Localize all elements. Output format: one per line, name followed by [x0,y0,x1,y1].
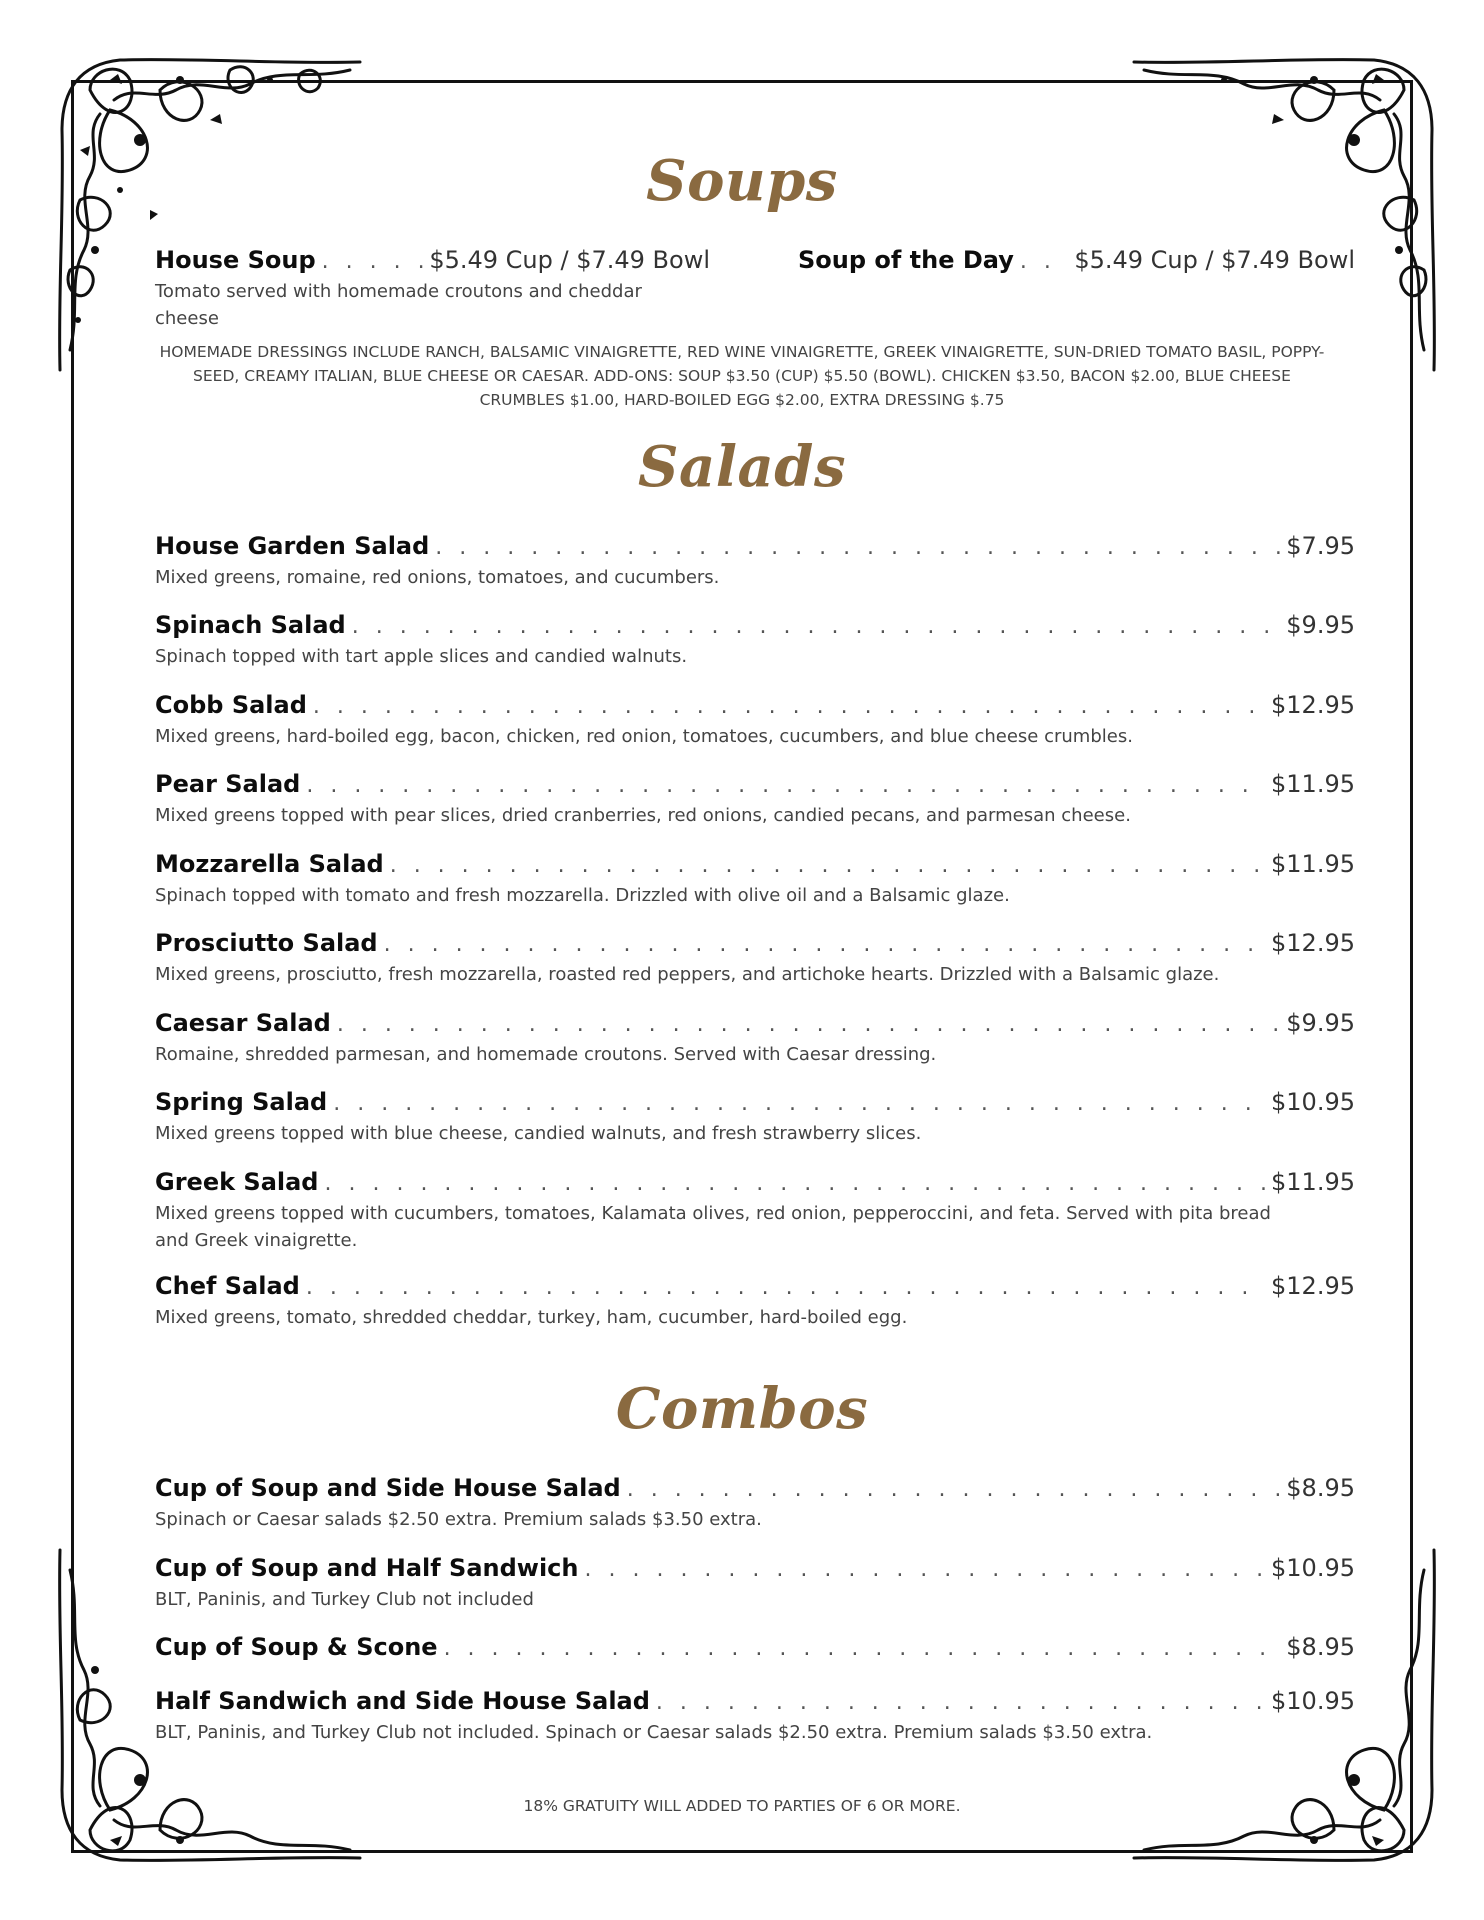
salads-heading: Salads [638,434,846,500]
item-name: Cup of Soup and Side House Salad [155,1474,621,1502]
item-name: Chef Salad [155,1272,300,1300]
item-description: Mixed greens topped with blue cheese, candied walnuts, and fresh strawberry slices. [155,1123,922,1144]
item-name: Mozzarella Salad [155,850,384,878]
dot-leader [313,694,1265,719]
item-price: $11.95 [1271,770,1355,798]
item-name: Cup of Soup & Scone [155,1633,438,1661]
dot-leader [306,1275,1265,1300]
soups-heading: Soups [646,148,838,214]
item-description: Spinach or Caesar salads $2.50 extra. Premium salads $3.50 extra. [155,1509,762,1530]
dot-leader [435,535,1280,560]
item-price: $5.49 Cup / $7.49 Bowl [1074,246,1355,274]
dot-leader [352,614,1281,639]
item-name: Soup of the Day [798,246,1014,274]
menu-item [155,770,1355,829]
item-price: $8.95 [1286,1633,1355,1661]
item-name: Greek Salad [155,1168,319,1196]
item-name: Cup of Soup and Half Sandwich [155,1554,579,1582]
menu-item-house-soup [155,246,710,332]
item-description: Mixed greens, romaine, red onions, tomatoes, and cucumbers. [155,567,720,588]
dot-leader [384,932,1265,957]
menu-item [155,1009,1355,1068]
item-price: $5.49 Cup / $7.49 Bowl [429,246,710,274]
menu-item [155,1168,1355,1254]
item-name: House Soup [155,246,316,274]
item-price: $10.95 [1271,1088,1355,1116]
item-name: Prosciutto Salad [155,929,378,957]
item-name: Cobb Salad [155,691,307,719]
menu-item [155,850,1355,909]
menu-item [155,1687,1355,1746]
item-price: $10.95 [1271,1554,1355,1582]
dot-leader [656,1690,1265,1715]
item-name: Caesar Salad [155,1009,331,1037]
menu-item-soup-of-the-day [798,246,1355,274]
item-price: $9.95 [1286,1009,1355,1037]
dressings-addons-notice: HOMEMADE DRESSINGS INCLUDE RANCH, BALSAMIC VINAIGRETTE, RED WINE VINAIGRETTE, GREEK VINAIGRETTE, SUN-DRIED TOMATO BASIL, POPPY-SEED, CREAMY ITALIAN, BLUE CHEESE OR CAESAR. ADD-ONS: SOUP $3.50 (CUP) $5.50 (BOWL). CHICKEN $3.50, BACON $2.00, BLUE CHEESE CRUMBLES $1.00, HARD-BOILED EGG $2.00, EXTRA DRESSING $.75 [159,343,1325,409]
item-price: $11.95 [1271,1168,1355,1196]
item-description: Mixed greens topped with cucumbers, tomatoes, Kalamata olives, red onion, pepperoccini, and feta. Served with pita bread and Greek vinaigrette. [155,1203,1271,1251]
item-price: $10.95 [1271,1687,1355,1715]
item-description: Mixed greens, tomato, shredded cheddar, turkey, ham, cucumber, hard-boiled egg. [155,1307,908,1328]
floral-corner-ornament [1114,50,1444,380]
item-description: Mixed greens, hard-boiled egg, bacon, chicken, red onion, tomatoes, cucumbers, and blue cheese crumbles. [155,726,1133,747]
menu-item [155,611,1355,670]
item-price: $12.95 [1271,929,1355,957]
item-name: Spring Salad [155,1088,328,1116]
item-price: $9.95 [1286,611,1355,639]
item-name: Half Sandwich and Side House Salad [155,1687,650,1715]
dot-leader [333,1091,1265,1116]
dot-leader [627,1477,1281,1502]
item-description: Mixed greens, prosciutto, fresh mozzarella, roasted red peppers, and artichoke hearts. Drizzled with a Balsamic glaze. [155,964,1220,985]
item-description: Romaine, shredded parmesan, and homemade croutons. Served with Caesar dressing. [155,1044,937,1065]
menu-item [155,1088,1355,1147]
gratuity-notice: 18% GRATUITY WILL ADDED TO PARTIES OF 6 OR MORE. [523,1797,961,1815]
menu-item [155,1272,1355,1331]
menu-item [155,1633,1355,1661]
dot-leader [390,853,1265,878]
dot-leader [306,773,1265,798]
item-description: BLT, Paninis, and Turkey Club not included [155,1589,534,1610]
menu-item [155,532,1355,591]
item-price: $11.95 [1271,850,1355,878]
combos-heading: Combos [615,1376,869,1442]
item-price: $7.95 [1286,532,1355,560]
item-description: BLT, Paninis, and Turkey Club not included. Spinach or Caesar salads $2.50 extra. Premium salads $3.50 extra. [155,1722,1153,1743]
item-name: Spinach Salad [155,611,346,639]
item-price: $8.95 [1286,1474,1355,1502]
menu-item [155,1474,1355,1533]
dot-leader [322,249,424,274]
menu-item [155,929,1355,988]
item-price: $12.95 [1271,691,1355,719]
item-description: Mixed greens topped with pear slices, dried cranberries, red onions, candied pecans, and parmesan cheese. [155,805,1131,826]
menu-item [155,1554,1355,1613]
dot-leader [585,1557,1266,1582]
dot-leader [444,1636,1281,1661]
dot-leader [337,1012,1280,1037]
dot-leader [1020,249,1068,274]
item-name: Pear Salad [155,770,301,798]
menu-item [155,691,1355,750]
dot-leader [325,1171,1266,1196]
item-description: Spinach topped with tart apple slices and candied walnuts. [155,646,688,667]
item-description: Tomato served with homemade croutons and cheddar cheese [155,281,642,329]
item-description: Spinach topped with tomato and fresh mozzarella. Drizzled with olive oil and a Balsamic glaze. [155,885,1010,906]
item-name: House Garden Salad [155,532,430,560]
item-price: $12.95 [1271,1272,1355,1300]
